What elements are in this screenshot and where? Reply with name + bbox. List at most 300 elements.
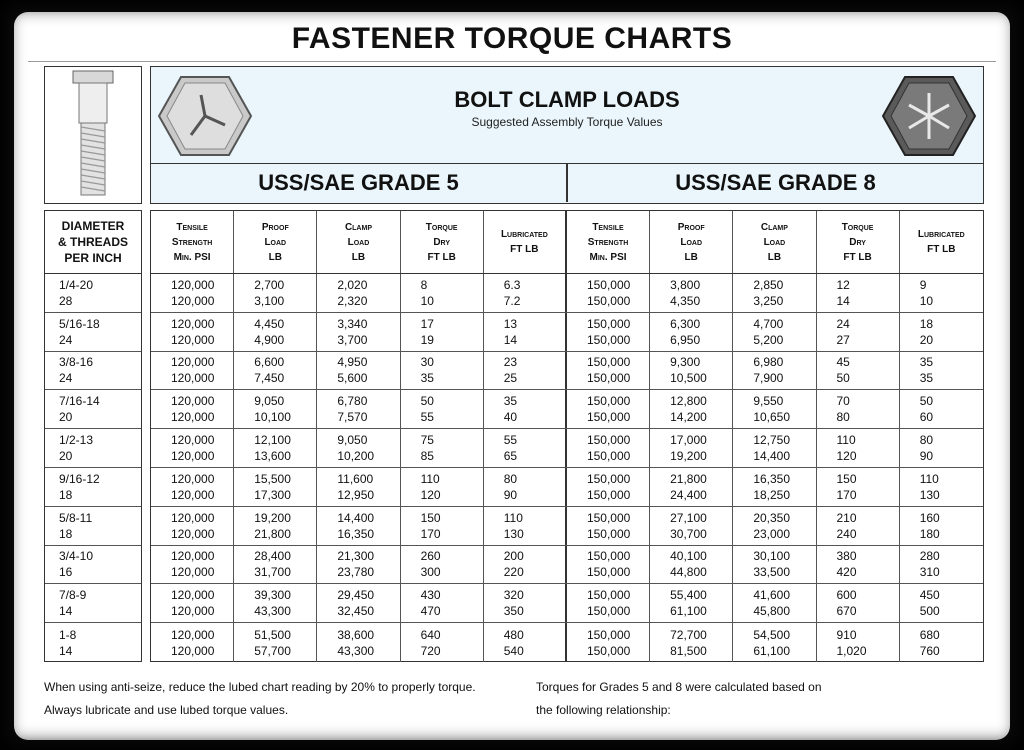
column-header-line: Torque [425, 221, 458, 233]
torque-data-table [150, 210, 984, 662]
diameter-line: 28 [59, 293, 73, 308]
cell-value: 640 [420, 627, 441, 642]
cell-value: 55,400 [670, 588, 707, 603]
cell-value: 21,300 [337, 549, 375, 564]
cell-value: 20 [919, 332, 934, 347]
cell-value: 6,780 [337, 394, 368, 409]
diameter-cell [45, 429, 93, 467]
table-row [151, 468, 983, 507]
table-cell [484, 507, 567, 545]
cell-value: 14,200 [670, 410, 707, 425]
table-cell [817, 546, 900, 584]
cell-value: 150,000 [586, 332, 631, 347]
table-cell [317, 352, 400, 390]
cell-value: 19,200 [254, 510, 291, 525]
column-header-line: Dry [433, 236, 450, 248]
cell-value: 19,200 [670, 449, 707, 464]
cell-value: 120,000 [171, 449, 215, 464]
cell-value: 80 [836, 410, 850, 425]
table-cell [401, 313, 484, 351]
cell-value: 20,350 [753, 510, 791, 525]
cell-value: 120,000 [171, 277, 215, 292]
cell-value: 7,450 [254, 371, 285, 386]
table-cell [650, 390, 733, 428]
table-row [151, 584, 983, 623]
table-cell [151, 352, 234, 390]
cell-value: 45 [836, 355, 850, 370]
cell-value: 680 [919, 627, 940, 642]
table-cell [317, 313, 400, 351]
cell-value: 10,100 [254, 410, 291, 425]
table-cell [650, 313, 733, 351]
cell-value: 75 [420, 433, 434, 448]
table-cell [900, 390, 983, 428]
cell-value: 110 [836, 433, 856, 448]
table-cell [484, 468, 567, 506]
diameter-line: 18 [59, 487, 73, 502]
cell-value: 120 [836, 449, 857, 464]
cell-value: 81,500 [670, 643, 707, 658]
cell-value: 120,000 [171, 487, 215, 502]
cell-value: 13 [503, 316, 518, 331]
table-cell [234, 546, 317, 584]
torque-chart-sheet [14, 12, 1010, 740]
grade5-heading: USS/SAE GRADE 5 [258, 170, 459, 195]
cell-value: 4,900 [254, 332, 285, 347]
cell-value: 120,000 [171, 293, 215, 308]
column-header [234, 211, 317, 273]
cell-value: 40,100 [670, 549, 707, 564]
table-cell [151, 546, 234, 584]
column-header-line: Clamp [344, 221, 372, 233]
table-cell [733, 274, 816, 312]
table-cell [317, 546, 400, 584]
cell-value: 280 [919, 549, 940, 564]
table-cell [234, 584, 317, 622]
cell-value: 120,000 [171, 604, 215, 619]
cell-value: 9,050 [337, 433, 368, 448]
table-cell [567, 274, 650, 312]
cell-value: 41,600 [753, 588, 791, 603]
cell-value: 150 [420, 510, 441, 525]
table-cell [317, 623, 400, 662]
cell-value: 2,320 [337, 293, 368, 308]
column-header [401, 211, 484, 273]
table-cell [484, 313, 567, 351]
cell-value: 120,000 [171, 510, 215, 525]
page-title: FASTENER TORQUE CHARTS [291, 22, 733, 55]
cell-value: 80 [919, 433, 934, 448]
table-cell [733, 468, 816, 506]
cell-value: 35 [420, 371, 434, 386]
cell-value: 15,500 [254, 471, 291, 486]
cell-value: 120,000 [171, 643, 215, 658]
table-row [151, 352, 983, 391]
table-cell [151, 313, 234, 351]
table-cell [900, 584, 983, 622]
cell-value: 10,650 [753, 410, 791, 425]
cell-value: 9,550 [753, 394, 784, 409]
table-cell [151, 507, 234, 545]
table-cell [900, 507, 983, 545]
table-cell [817, 352, 900, 390]
column-header-line: Strength [171, 236, 213, 248]
cell-value: 13,600 [254, 449, 291, 464]
table-cell [151, 429, 234, 467]
cell-value: 150,000 [586, 627, 631, 642]
cell-value: 90 [503, 487, 518, 502]
table-cell [317, 390, 400, 428]
cell-value: 110 [503, 510, 523, 525]
cell-value: 12,750 [753, 433, 791, 448]
cell-value: 6,600 [254, 355, 285, 370]
table-row [45, 313, 141, 352]
cell-value: 3,340 [337, 316, 368, 331]
cell-value: 120,000 [171, 627, 215, 642]
table-cell [733, 507, 816, 545]
table-cell [650, 584, 733, 622]
table-cell [817, 584, 900, 622]
column-header [317, 211, 400, 273]
column-header-line: Proof [677, 221, 705, 233]
cell-value: 110 [420, 471, 440, 486]
table-cell [817, 623, 900, 662]
table-cell [401, 623, 484, 662]
cell-value: 32,450 [337, 604, 375, 619]
cell-value: 10 [919, 293, 934, 308]
table-cell [401, 546, 484, 584]
table-cell [650, 507, 733, 545]
cell-value: 11,600 [337, 471, 374, 486]
cell-value: 90 [919, 449, 934, 464]
table-cell [817, 313, 900, 351]
table-cell [733, 429, 816, 467]
diameter-cell [45, 468, 100, 506]
column-header [650, 211, 733, 273]
cell-value: 6,300 [670, 316, 701, 331]
cell-value: 43,300 [337, 643, 375, 658]
diameter-line: 1-8 [59, 627, 77, 642]
column-header-line: Clamp [760, 221, 788, 233]
diameter-cell [45, 352, 93, 390]
cell-value: 30,100 [753, 549, 791, 564]
table-cell [151, 468, 234, 506]
diameter-body [45, 274, 141, 662]
table-cell [900, 623, 983, 662]
cell-value: 33,500 [753, 565, 791, 580]
table-cell [567, 507, 650, 545]
cell-value: 150,000 [586, 643, 631, 658]
cell-value: 150,000 [586, 449, 631, 464]
column-header-line: Min. PSI [173, 251, 211, 263]
cell-value: 19 [420, 332, 434, 347]
table-cell [484, 584, 567, 622]
table-cell [650, 546, 733, 584]
cell-value: 44,800 [670, 565, 707, 580]
cell-value: 9 [919, 277, 927, 292]
diameter-line: 18 [59, 526, 73, 541]
diameter-line: 14 [59, 643, 73, 658]
cell-value: 55 [503, 433, 518, 448]
cell-value: 16,350 [753, 471, 791, 486]
cell-value: 30 [420, 355, 434, 370]
footnote-right [536, 676, 986, 722]
cell-value: 350 [503, 604, 524, 619]
table-cell [733, 390, 816, 428]
column-header [817, 211, 900, 273]
cell-value: 24 [836, 316, 850, 331]
table-cell [401, 468, 484, 506]
column-header-line: Load [763, 236, 786, 248]
table-cell [401, 390, 484, 428]
cell-value: 540 [503, 643, 524, 658]
column-header-line: LB [268, 251, 282, 263]
cell-value: 120,000 [171, 410, 215, 425]
table-cell [817, 468, 900, 506]
table-row [151, 274, 983, 313]
diameter-line: 5/16-18 [59, 316, 100, 331]
cell-value: 310 [919, 565, 940, 580]
table-cell [900, 468, 983, 506]
cell-value: 150,000 [586, 394, 631, 409]
table-cell [234, 429, 317, 467]
diameter-line: 24 [59, 371, 73, 386]
diameter-cell [45, 507, 92, 545]
cell-value: 180 [919, 526, 940, 541]
diameter-cell [45, 546, 93, 584]
cell-value: 25 [503, 371, 518, 386]
table-cell [817, 390, 900, 428]
diameter-line: 1/2-13 [59, 433, 94, 448]
diameter-cell [45, 584, 86, 622]
diameter-cell [45, 313, 100, 351]
table-cell [234, 352, 317, 390]
cell-value: 21,800 [254, 526, 291, 541]
cell-value: 150,000 [586, 510, 631, 525]
table-row [45, 623, 141, 662]
diameter-header-line: PER INCH [64, 251, 122, 265]
cell-value: 9,300 [670, 355, 701, 370]
cell-value: 50 [919, 394, 934, 409]
cell-value: 120,000 [171, 332, 215, 347]
column-header-line: Tensile [592, 221, 624, 233]
footnote-line: When using anti-seize, reduce the lubed chart reading by 20% to properly torque. [44, 680, 476, 694]
cell-value: 150,000 [586, 526, 631, 541]
cell-value: 200 [503, 549, 524, 564]
column-header-line: Load [347, 236, 370, 248]
footnote-line: the following relationship: [536, 703, 671, 717]
cell-value: 3,800 [670, 277, 701, 292]
table-row [45, 546, 141, 585]
table-cell [650, 623, 733, 662]
table-cell [817, 507, 900, 545]
table-cell [567, 390, 650, 428]
cell-value: 17 [420, 316, 434, 331]
table-cell [733, 623, 816, 662]
table-cell [567, 352, 650, 390]
cell-value: 500 [919, 604, 940, 619]
column-header-line: Dry [849, 236, 866, 248]
table-cell [484, 390, 567, 428]
cell-value: 12,950 [337, 487, 375, 502]
table-row [151, 623, 983, 662]
column-header-line: Lubricated [500, 229, 548, 240]
cell-value: 760 [919, 643, 940, 658]
table-cell [484, 623, 567, 662]
table-cell [733, 546, 816, 584]
cell-value: 4,350 [670, 293, 701, 308]
cell-value: 300 [420, 565, 441, 580]
table-cell [817, 274, 900, 312]
table-cell [401, 352, 484, 390]
cell-value: 150,000 [586, 355, 631, 370]
table-cell [401, 429, 484, 467]
column-header-line: Load [680, 236, 703, 248]
data-table-header [151, 211, 983, 274]
column-header-line: Torque [841, 221, 874, 233]
table-cell [567, 546, 650, 584]
table-cell [567, 584, 650, 622]
table-cell [567, 313, 650, 351]
column-header-line: FT LB [843, 251, 872, 263]
table-cell [317, 584, 400, 622]
column-header-line: Tensile [176, 221, 208, 233]
grade-band [151, 163, 983, 202]
cell-value: 30,700 [670, 526, 707, 541]
table-cell [484, 274, 567, 312]
table-cell [567, 429, 650, 467]
cell-value: 61,100 [753, 643, 791, 658]
footnote-left [44, 676, 514, 722]
cell-value: 1,020 [836, 643, 867, 658]
cell-value: 5,600 [337, 371, 368, 386]
cell-value: 320 [503, 588, 524, 603]
cell-value: 420 [836, 565, 857, 580]
table-cell [817, 429, 900, 467]
diameter-line: 3/4-10 [59, 549, 94, 564]
cell-value: 45,800 [753, 604, 791, 619]
table-row [45, 274, 141, 313]
cell-value: 60 [919, 410, 934, 425]
table-row [151, 390, 983, 429]
grade8-heading: USS/SAE GRADE 8 [566, 164, 983, 202]
cell-value: 7,570 [337, 410, 368, 425]
cell-value: 4,700 [753, 316, 784, 331]
table-row [45, 390, 141, 429]
cell-value: 120,000 [171, 549, 215, 564]
cell-value: 120,000 [171, 471, 215, 486]
cell-value: 7,900 [753, 371, 784, 386]
cell-value: 480 [503, 627, 524, 642]
cell-value: 35 [919, 371, 934, 386]
cell-value: 240 [836, 526, 857, 541]
cell-value: 24,400 [670, 487, 707, 502]
cell-value: 10,200 [337, 449, 375, 464]
cell-value: 150,000 [586, 487, 631, 502]
table-cell [733, 352, 816, 390]
bolt-image-icon [45, 67, 141, 203]
column-header-line: Lubricated [917, 229, 965, 240]
footnote-line: Always lubricate and use lubed torque values. [44, 703, 289, 717]
cell-value: 35 [503, 394, 518, 409]
cell-value: 12,100 [254, 433, 291, 448]
cell-value: 6.3 [503, 277, 521, 292]
section-title: BOLT CLAMP LOADS [454, 87, 680, 112]
table-row [151, 429, 983, 468]
table-cell [650, 429, 733, 467]
cell-value: 50 [420, 394, 434, 409]
cell-value: 3,100 [254, 293, 285, 308]
cell-value: 150,000 [586, 277, 631, 292]
cell-value: 130 [919, 487, 940, 502]
cell-value: 120,000 [171, 588, 215, 603]
cell-value: 57,700 [254, 643, 291, 658]
cell-value: 220 [503, 565, 524, 580]
table-cell [151, 274, 234, 312]
cell-value: 150 [836, 471, 857, 486]
cell-value: 120,000 [171, 355, 215, 370]
cell-value: 35 [919, 355, 934, 370]
column-header-line: FT LB [510, 244, 539, 255]
table-cell [317, 468, 400, 506]
table-cell [317, 429, 400, 467]
diameter-line: 20 [59, 449, 73, 464]
cell-value: 43,300 [254, 604, 291, 619]
table-cell [401, 584, 484, 622]
cell-value: 10,500 [670, 371, 707, 386]
diameter-line: 5/8-11 [59, 510, 93, 525]
footnote-line: Torques for Grades 5 and 8 were calculated based on [536, 680, 822, 694]
section-subtitle: Suggested Assembly Torque Values [471, 115, 663, 129]
table-row [45, 584, 141, 623]
cell-value: 130 [503, 526, 524, 541]
table-cell [733, 313, 816, 351]
cell-value: 17,300 [254, 487, 291, 502]
cell-value: 28,400 [254, 549, 291, 564]
cell-value: 600 [836, 588, 857, 603]
cell-value: 6,950 [670, 332, 701, 347]
cell-value: 39,300 [254, 588, 291, 603]
cell-value: 14,400 [337, 510, 375, 525]
cell-value: 70 [836, 394, 850, 409]
cell-value: 16,350 [337, 526, 375, 541]
column-header-line: LB [684, 251, 698, 263]
cell-value: 23 [503, 355, 518, 370]
cell-value: 14 [836, 293, 850, 308]
cell-value: 51,500 [254, 627, 291, 642]
column-header-line: Proof [261, 221, 289, 233]
bolt-image-cell [44, 66, 142, 204]
table-cell [484, 429, 567, 467]
cell-value: 65 [503, 449, 518, 464]
cell-value: 50 [836, 371, 850, 386]
cell-value: 160 [919, 510, 940, 525]
table-cell [234, 390, 317, 428]
diameter-line: 9/16-12 [59, 471, 100, 486]
cell-value: 910 [836, 627, 857, 642]
table-cell [567, 623, 650, 662]
cell-value: 720 [420, 643, 441, 658]
table-cell [317, 274, 400, 312]
table-cell [650, 352, 733, 390]
table-row [151, 507, 983, 546]
cell-value: 120,000 [171, 526, 215, 541]
column-header-line: Min. PSI [589, 251, 627, 263]
cell-value: 6,980 [753, 355, 784, 370]
column-header-line: Load [264, 236, 287, 248]
cell-value: 120,000 [171, 316, 215, 331]
table-cell [401, 274, 484, 312]
